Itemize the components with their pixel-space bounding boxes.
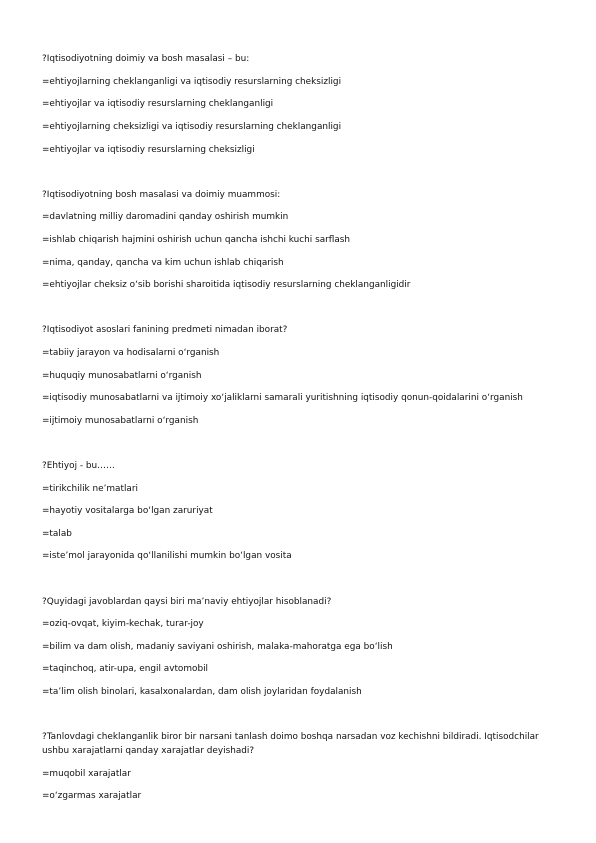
question-1: ?Iqtisodiyotning doimiy va bosh masalasi – bu: bbox=[42, 54, 250, 64]
question-3: ?Iqtisodiyot asoslari fanining predmeti nimadan iborat? bbox=[42, 325, 288, 335]
question-6: ?Tanlovdagi cheklanganlik biror bir narsani tanlash doimo boshqa narsadan voz kechishni bildiradi. Iqtisodchilar ushbu xarajatlarni qanday xarajatlar deyishadi? bbox=[42, 732, 539, 756]
answer-3-1: =tabiiy jarayon va hodisalarni o‘rganish bbox=[42, 348, 220, 358]
answer-4-1: =tirikchilik ne’matlari bbox=[42, 484, 138, 494]
answer-5-4: =ta’lim olish binolari, kasalxonalardan, dam olish joylaridan foydalanish bbox=[42, 687, 362, 697]
answer-6-1: =muqobil xarajatlar bbox=[42, 769, 131, 779]
answer-6-2: =o‘zgarmas xarajatlar bbox=[42, 791, 142, 801]
answer-1-1: =ehtiyojlarning cheklanganligi va iqtisodiy resurslarning cheksizligi bbox=[42, 77, 342, 87]
answer-3-3: =iqtisodiy munosabatlarni va ijtimoiy xo‘jaliklarni samarali yuritishning iqtisodiy qonun-qoidalarini o‘rganish bbox=[42, 393, 523, 403]
question-4: ?Ehtiyoj - bu…… bbox=[42, 461, 115, 471]
answer-5-1: =oziq-ovqat, kiyim-kechak, turar-joy bbox=[42, 619, 204, 629]
answer-3-4: =ijtimoiy munosabatlarni o‘rganish bbox=[42, 416, 199, 426]
answer-4-3: =talab bbox=[42, 529, 72, 539]
answer-1-3: =ehtiyojlarning cheksizligi va iqtisodiy resurslarning cheklanganligi bbox=[42, 122, 342, 132]
question-2: ?Iqtisodiyotning bosh masalasi va doimiy muammosi: bbox=[42, 190, 281, 200]
answer-2-3: =nima, qanday, qancha va kim uchun ishlab chiqarish bbox=[42, 258, 284, 268]
answer-3-2: =huquqiy munosabatlarni o‘rganish bbox=[42, 371, 202, 381]
answer-2-2: =ishlab chiqarish hajmini oshirish uchun qancha ishchi kuchi sarflash bbox=[42, 235, 351, 245]
answer-5-3: =taqinchoq, atir-upa, engil avtomobil bbox=[42, 664, 209, 674]
answer-1-4: =ehtiyojlar va iqtisodiy resurslarning cheksizligi bbox=[42, 145, 255, 155]
answer-5-2: =bilim va dam olish, madaniy saviyani oshirish, malaka-mahoratga ega bo‘lish bbox=[42, 642, 393, 652]
answer-1-2: =ehtiyojlar va iqtisodiy resurslarning cheklanganligi bbox=[42, 99, 274, 109]
answer-2-1: =davlatning milliy daromadini qanday oshirish mumkin bbox=[42, 212, 289, 222]
question-5: ?Quyidagi javoblardan qaysi biri ma’naviy ehtiyojlar hisoblanadi? bbox=[42, 597, 332, 607]
answer-4-4: =iste’mol jarayonida qo‘llanilishi mumkin bo‘lgan vosita bbox=[42, 551, 292, 561]
answer-4-2: =hayotiy vositalarga bo‘lgan zaruriyat bbox=[42, 506, 213, 516]
answer-2-4: =ehtiyojlar cheksiz o‘sib borishi sharoitida iqtisodiy resurslarning cheklanganligidir bbox=[42, 280, 411, 290]
